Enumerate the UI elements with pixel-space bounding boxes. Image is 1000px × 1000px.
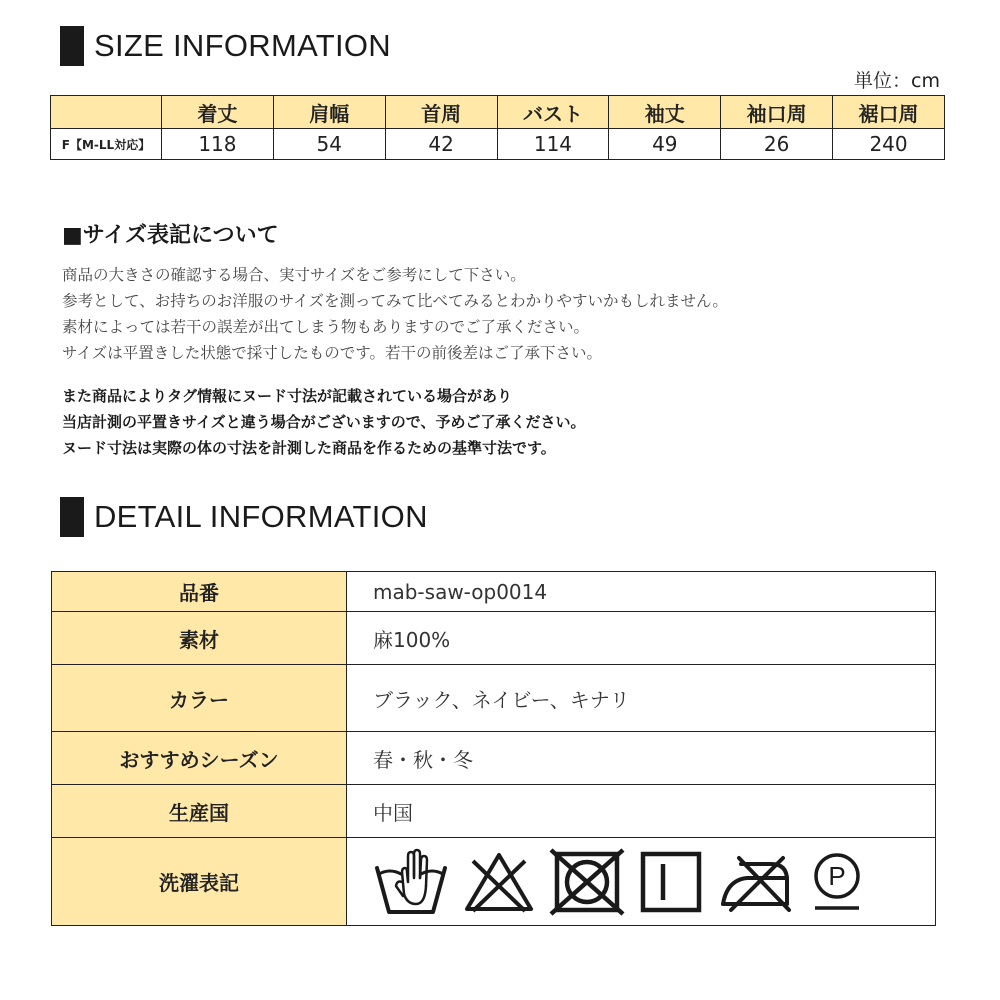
size-header-cell: 肩幅 [273,96,385,129]
size-header-cell: 首周 [385,96,497,129]
size-row-label: F【M-LL対応】 [51,129,162,160]
detail-value: 中国 [347,785,936,838]
note-bold-line: また商品によりタグ情報にヌード寸法が記載されている場合があり [62,387,513,405]
detail-row [52,785,936,838]
size-value-row [51,129,945,160]
detail-row [52,612,936,665]
size-note-bold-lines [62,383,586,461]
size-value-cell: 49 [609,129,721,160]
detail-label: カラー [52,665,347,732]
detail-row [52,838,936,926]
care-icons [373,846,935,918]
size-section-title [60,26,391,66]
detail-value: ブラック、ネイビー、キナリ [347,665,936,732]
size-value-cell: 240 [833,129,945,160]
detail-label: 生産国 [52,785,347,838]
note-bold-line: 当店計測の平置きサイズと違う場合がございますので、予めご了承ください。 [62,413,586,431]
size-header-cell: 着丈 [162,96,274,129]
detail-section-title [60,497,428,537]
size-header-cell: 裾口周 [833,96,945,129]
size-header-cell: バスト [497,96,609,129]
do-not-tumble-dry-icon [549,848,625,916]
title-bar-marker [60,497,84,537]
line-dry-icon [639,850,703,914]
detail-label: 品番 [52,572,347,612]
note-bold-line: ヌード寸法は実際の体の寸法を計測した商品を作るための基準寸法です。 [62,439,556,457]
size-value-cell: 114 [497,129,609,160]
note-line: サイズは平置きした状態で採寸したものです。若干の前後差はご了承下さい。 [62,344,603,362]
size-header-cell: 袖口周 [721,96,833,129]
size-table [50,95,945,160]
detail-label: 素材 [52,612,347,665]
detail-value: 麻100% [347,612,936,665]
note-line: 素材によっては若干の誤差が出てしまう物もありますのでご了承ください。 [62,318,590,336]
size-title-text: SIZE INFORMATION [94,28,391,63]
detail-title-text: DETAIL INFORMATION [94,499,428,534]
detail-row [52,665,936,732]
dry-clean-p-letter: P [828,860,846,891]
note-line: 参考として、お持ちのお洋服のサイズを測ってみて比べてみるとわかりやすいかもしれません。 [62,292,728,310]
size-value-cell: 26 [721,129,833,160]
unit-label: 単位：cm [854,70,940,92]
detail-table [51,571,936,926]
title-bar-marker [60,26,84,66]
note-line: 商品の大きさの確認する場合、実寸サイズをご参考にして下さい。 [62,266,526,284]
do-not-bleach-icon [463,849,535,915]
size-note-heading: ■サイズ表記について [62,223,279,248]
detail-label: おすすめシーズン [52,732,347,785]
size-value-cell: 118 [162,129,274,160]
size-value-cell: 54 [273,129,385,160]
size-note-lines [62,262,728,366]
detail-row [52,572,936,612]
size-value-cell: 42 [385,129,497,160]
do-not-iron-icon [717,850,797,914]
size-header-row [51,96,945,129]
detail-label: 洗濯表記 [52,838,347,926]
size-header-cell [51,96,162,129]
detail-value: 春・秋・冬 [347,732,936,785]
detail-value: mab-saw-op0014 [347,572,936,612]
size-header-cell: 袖丈 [609,96,721,129]
hand-wash-icon [373,846,449,918]
detail-row [52,732,936,785]
dry-clean-p-icon [811,850,863,914]
care-symbols-cell [347,838,936,926]
